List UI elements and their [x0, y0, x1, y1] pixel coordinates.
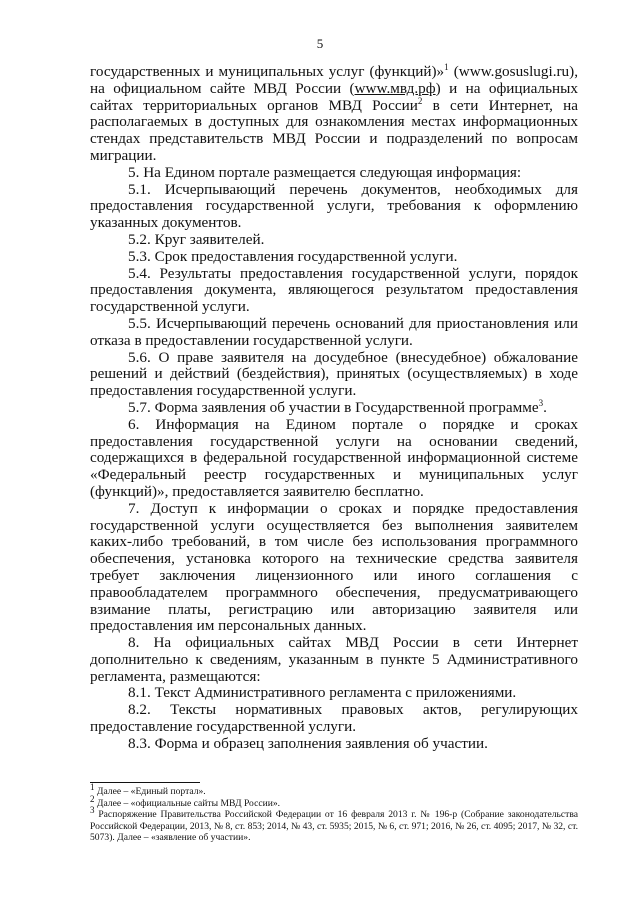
footnote-text: Далее – «официальные сайты МВД России».: [94, 797, 281, 809]
paragraph-5-3: 5.3. Срок предоставления государственной услуги.: [128, 247, 458, 265]
footnote-ref-1: 1: [444, 61, 449, 72]
paragraph-8-2: 8.2. Тексты нормативных правовых актов, регулирующих предоставление государственной услуги.: [90, 701, 578, 736]
paragraph-5-7: [90, 397, 578, 417]
footnote-separator: [90, 782, 200, 783]
paragraph-5-5: 5.5. Исчерпывающий перечень оснований для приостановления или отказа в предоставлении государственной услуги.: [90, 314, 578, 349]
paragraph-7: 7. Доступ к информации о сроках и порядке предоставления государственной услуги осуществляется без выполнения заявителем каких-либо требований, в том числе без использования программного обеспечения, установка которого на технические средства заявителя требует заключения лицензионного или иного соглашения с правообладателем программного обеспечения, предусматривающего взимание платы, регистрацию или авторизацию заявителя или предоставления им персональных данных.: [90, 499, 578, 635]
mvd-site-link[interactable]: www.мвд.рф: [354, 79, 436, 97]
footnote-text: Распоряжение Правительства Российской Федерации от 16 февраля 2013 г. № 196-р (Собрание законодательства Российской Федерации, 2013, № 8, ст. 853; 2014, № 43, ст. 5935; 2015, № 6, ст. 971; 2016, № 26, ст. 4095; 2017, № 32, ст. 5073). Далее – «заявление об участии».: [90, 809, 578, 844]
footnote-ref-3: 3: [538, 397, 544, 408]
paragraph-5-6: 5.6. О праве заявителя на досудебное (внесудебное) обжалование решений и действий (бездействия), принятых (осуществляемых) в ходе предоставления государственной услуги.: [90, 348, 578, 400]
footnotes: [90, 781, 578, 844]
text-run: в сети Интернет, на располагаемых в доступных для ознакомления местах информационных стендах представительств МВД России и подразделений по вопросам миграции.: [90, 96, 578, 164]
footnote-mark: 2: [90, 793, 95, 804]
paragraph-8-3: 8.3. Форма и образец заполнения заявления об участии.: [128, 734, 488, 752]
footnote-1: [90, 781, 578, 798]
paragraph-5-2: 5.2. Круг заявителей.: [128, 230, 265, 248]
paragraph-5-1: 5.1. Исчерпывающий перечень документов, необходимых для предоставления государственной услуги, требования к оформлению указанных документов.: [90, 180, 578, 232]
text-run: 5.7. Форма заявления об участии в Государственной программе: [128, 398, 539, 416]
paragraph-8: 8. На официальных сайтах МВД России в сети Интернет дополнительно к сведениям, указанным в пункте 5 Административного регламента, размещаются:: [90, 634, 578, 685]
text-run: (www.gosuslugi.ru), на официальном сайте МВД России (: [90, 63, 578, 97]
footnote-ref-2: 2: [417, 95, 423, 106]
paragraph-6: 6. Информация на Едином портале о порядке и сроках предоставления государственной услуги на основании сведений, содержащихся в федеральной государственной информационной системе «Федеральный реестр государственных и муниципальных услуг (функций)», предоставляется заявителю бесплатно.: [90, 415, 578, 500]
page-body: [90, 61, 578, 753]
footnote-2: [90, 793, 578, 810]
text-run: ) и на официальных сайтах территориальных органов МВД России: [90, 79, 578, 114]
footnote-mark: 3: [90, 805, 95, 815]
footnote-mark: 1: [90, 781, 95, 792]
text-run: государственных и муниципальных услуг (функций)»: [90, 63, 445, 80]
paragraph-intro: [90, 61, 578, 165]
footnote-3: [90, 805, 578, 844]
page-number: 5: [316, 36, 324, 51]
paragraph-8-1: 8.1. Текст Административного регламента с приложениями.: [128, 684, 517, 702]
text-run: .: [543, 398, 547, 416]
paragraph-5-4: 5.4. Результаты предоставления государственной услуги, порядок предоставления документа, являющегося результатом предоставления государственной услуги.: [90, 264, 578, 316]
paragraph-5: 5. На Едином портале размещается следующая информация:: [128, 163, 522, 181]
footnote-text: Далее – «Единый портал».: [94, 786, 206, 797]
